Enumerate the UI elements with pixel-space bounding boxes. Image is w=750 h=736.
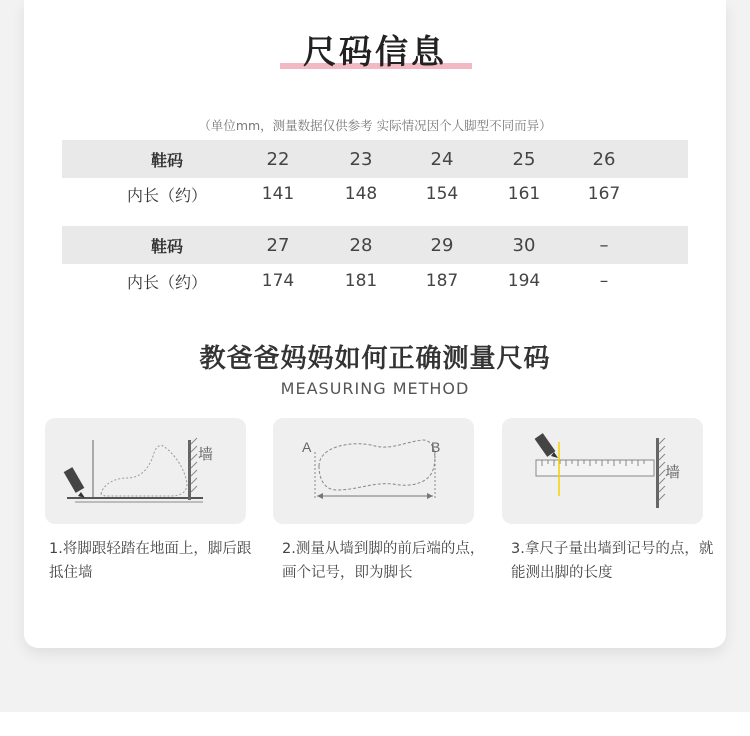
size-cell: 22 (266, 148, 290, 170)
length-cell: 187 (425, 271, 459, 291)
step-2-text: 2.测量从墙到脚的前后端的点，画个记号，即为脚长 (282, 541, 485, 581)
footprint-measure-icon (273, 418, 474, 524)
size-row-1 (62, 140, 688, 178)
length-cell: 161 (507, 184, 541, 204)
point-a-label: A (302, 439, 312, 455)
size-cell: 29 (430, 234, 454, 256)
length-cell: – (599, 271, 609, 291)
size-row-2 (62, 226, 688, 264)
wall-label: 墙 (198, 446, 214, 463)
title-wrap (0, 26, 750, 73)
length-label: 内长（约） (126, 272, 207, 292)
size-cell: 23 (349, 148, 373, 170)
measurement-note: （单位mm，测量数据仅供参考 实际情况因个人脚型不同而异） (198, 118, 552, 133)
length-cell: 141 (261, 184, 295, 204)
step-3-illustration (502, 418, 703, 524)
length-cell: 167 (587, 184, 621, 204)
size-cell: 25 (512, 148, 536, 170)
length-cell: 148 (344, 184, 378, 204)
size-cell: 24 (430, 148, 454, 170)
step-1-text: 1.将脚跟轻踏在地面上，脚后跟抵住墙 (49, 541, 252, 581)
step-3-text: 3.拿尺子量出墙到记号的点，就能测出脚的长度 (511, 541, 714, 581)
step-1-illustration (45, 418, 246, 524)
length-cell: 181 (344, 271, 378, 291)
length-cell: 154 (425, 184, 459, 204)
page-title: 尺码信息 (303, 32, 447, 71)
size-cell: 27 (266, 234, 290, 256)
size-cell: 28 (349, 234, 373, 256)
length-row-2 (62, 262, 688, 300)
step-2-illustration (273, 418, 474, 524)
method-title: 教爸爸妈妈如何正确测量尺码 (199, 344, 551, 374)
length-label: 内长（约） (126, 185, 207, 205)
bottom-strip (0, 712, 750, 736)
foot-against-wall-icon (45, 418, 246, 524)
size-cell: – (599, 234, 609, 256)
wall-label: 墙 (665, 464, 681, 481)
ruler-to-wall-icon (502, 418, 703, 524)
point-b-label: B (431, 439, 441, 455)
size-label: 鞋码 (150, 236, 183, 256)
size-cell: 30 (512, 234, 536, 256)
method-subtitle: MEASURING METHOD (280, 379, 470, 398)
size-label: 鞋码 (150, 150, 183, 170)
length-cell: 174 (261, 271, 295, 291)
length-row-1 (62, 175, 688, 213)
size-cell: 26 (592, 148, 616, 170)
length-cell: 194 (507, 271, 541, 291)
